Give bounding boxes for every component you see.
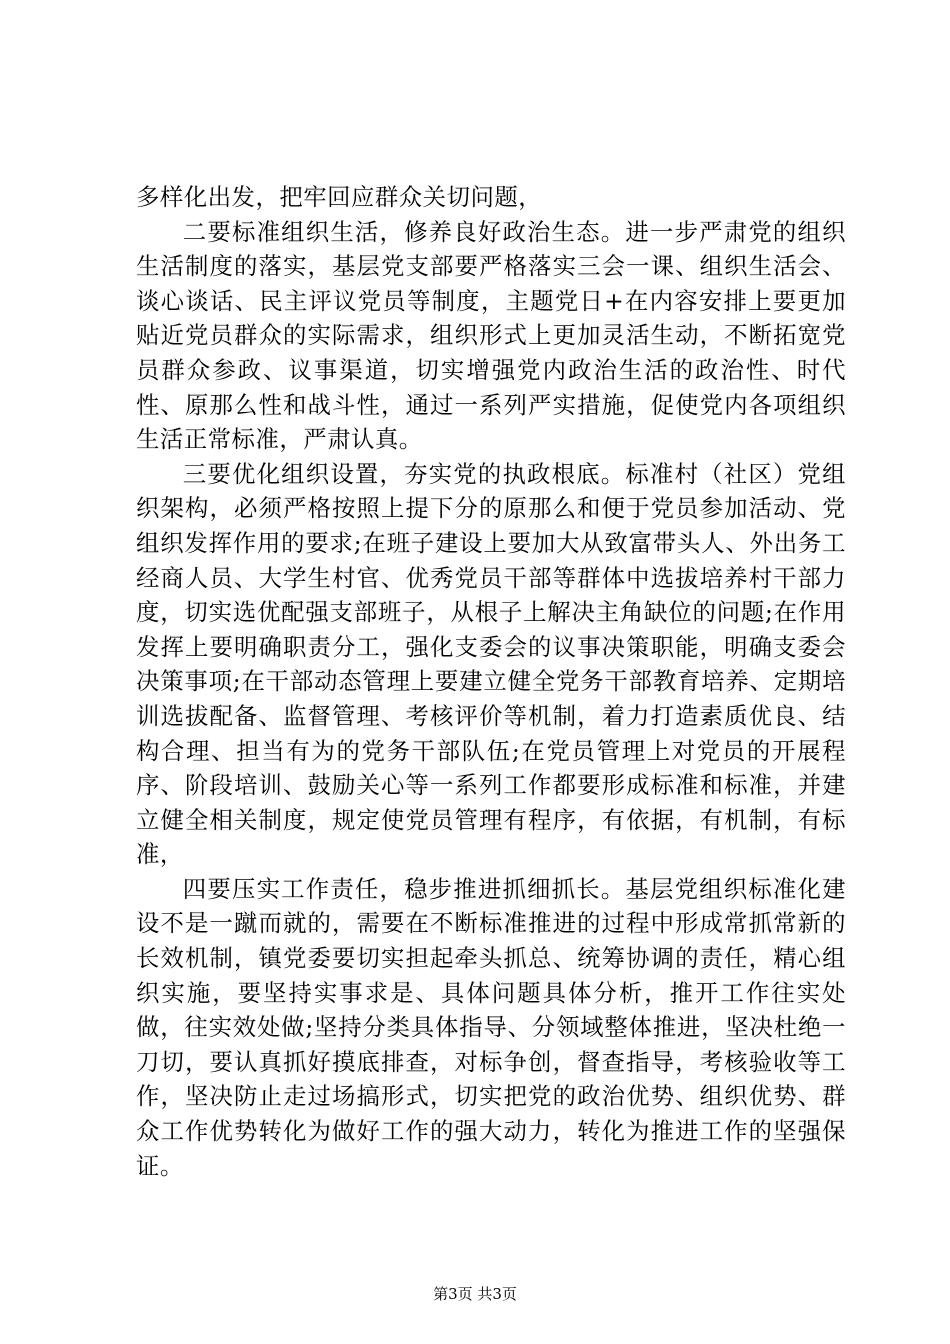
paragraph-organization-setup: 三要优化组织设置，夯实党的执政根底。标准村（社区）党组织架构，必须严格按照上提下分的原那么和便于党员参加活动、党组织发挥作用的要求;在班子建设上要加大从致富带头人、外出务工经商人员、大学生村官、优秀党员干部等群体中选拔培养村干部力度，切实选优配强支部班子，从根子上解决主角缺位的问题;在作用发挥上要明确职责分工，强化支委会的议事决策职能，明确支委会决策事项;在干部动态管理上要建立健全党务干部教育培养、定期培训选拔配备、监督管理、考核评价等机制，着力打造素质优良、结构合理、担当有为的党务干部队伍;在党员管理上对党员的开展程序、阶段培训、鼓励关心等一系列工作都要形成标准和标准，并建立健全相关制度，规定使党员管理有程序，有依据，有机制，有标准， bbox=[136, 459, 846, 869]
document-body bbox=[136, 180, 846, 1183]
paragraph-continuation: 多样化出发，把牢回应群众关切问题， bbox=[136, 183, 543, 211]
paragraph-organization-life: 二要标准组织生活，修养良好政治生态。进一步严肃党的组织生活制度的落实，基层党支部要严格落实三会一课、组织生活会、谈心谈话、民主评议党员等制度，主题党日+在内容安排上要更加贴近党员群众的实际需求，组织形式上更加灵活生动，不断拓宽党员群众参政、议事渠道，切实增强党内政治生活的政治性、时代性、原那么性和战斗性，通过一系列严实措施，促使党内各项组织生活正常标准，严肃认真。 bbox=[136, 217, 846, 454]
page-footer: 第3页 共3页 bbox=[433, 1285, 517, 1303]
paragraph-work-responsibility: 四要压实工作责任，稳步推进抓细抓长。基层党组织标准化建设不是一蹴而就的，需要在不断标准推进的过程中形成常抓常新的长效机制，镇党委要切实担起牵头抓总、统筹协调的责任，精心组织实施，要坚持实事求是、具体问题具体分析，推开工作往实处做，往实效处做;坚持分类具体指导、分领域整体推进，坚决杜绝一刀切，要认真抓好摸底排查，对标争创，督查指导，考核验收等工作，坚决防止走过场搞形式，切实把党的政治优势、组织优势、群众工作优势转化为做好工作的强大动力，转化为推进工作的坚强保证。 bbox=[136, 874, 846, 1180]
